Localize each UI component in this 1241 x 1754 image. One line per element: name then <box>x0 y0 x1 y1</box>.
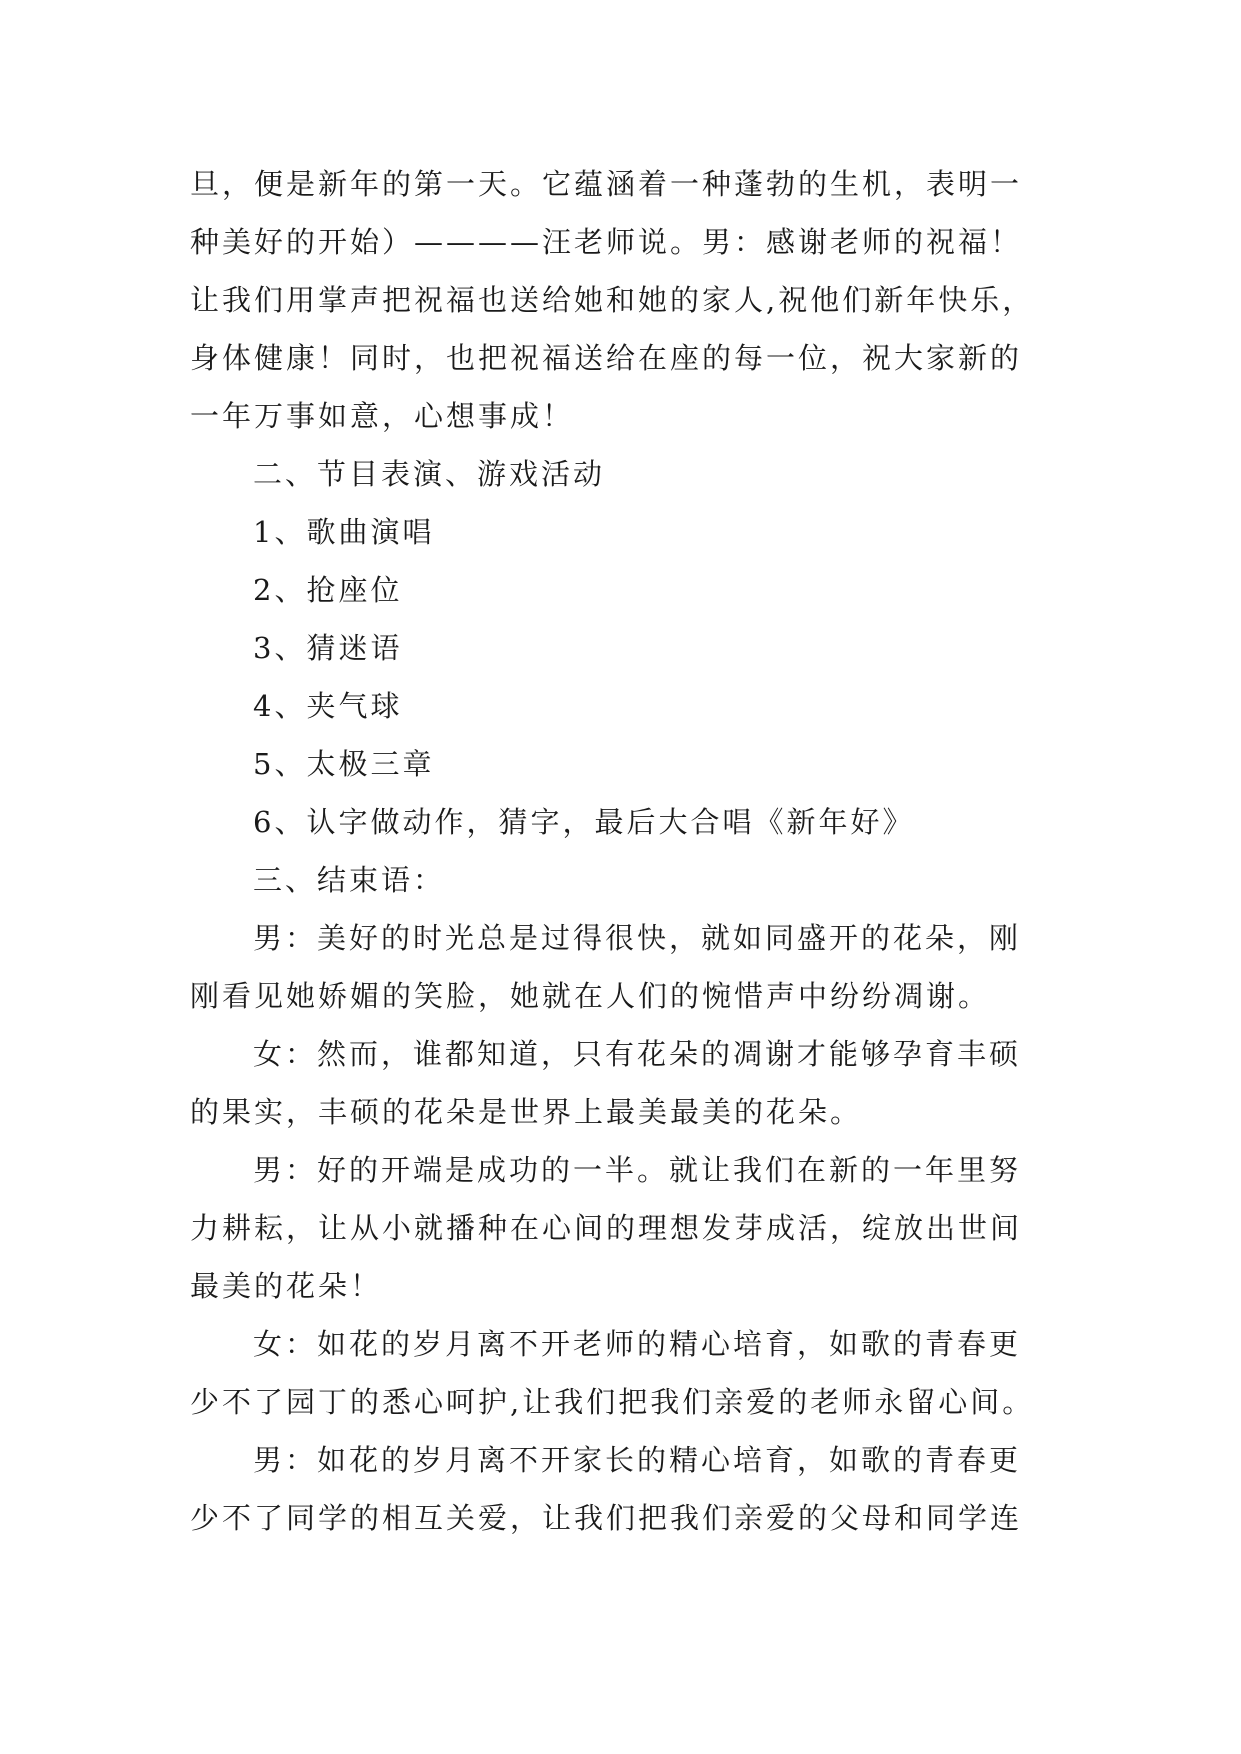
text-line: 一年万事如意，心想事成！ <box>190 399 575 433</box>
text-line: 男：美好的时光总是过得很快，就如同盛开的花朵，刚 <box>253 921 1022 955</box>
list-item: 3、猜迷语 <box>253 631 403 665</box>
text-line: 的果实，丰硕的花朵是世界上最美最美的花朵。 <box>190 1095 863 1129</box>
list-item: 1、歌曲演唱 <box>253 515 435 549</box>
text-line: 种美好的开始）————汪老师说。男：感谢老师的祝福！ <box>190 225 1023 259</box>
section-heading: 二、节目表演、游戏活动 <box>253 457 606 491</box>
text-line: 身体健康！同时，也把祝福送给在座的每一位，祝大家新的 <box>190 341 1023 375</box>
text-line: 男：好的开端是成功的一半。就让我们在新的一年里努 <box>253 1153 1022 1187</box>
text-line: 女：如花的岁月离不开老师的精心培育，如歌的青春更 <box>253 1327 1022 1361</box>
text-line: 最美的花朵！ <box>190 1269 383 1303</box>
section-heading: 三、结束语： <box>253 863 446 897</box>
text-line: 少不了园丁的悉心呵护,让我们把我们亲爱的老师永留心间。 <box>190 1385 1035 1419</box>
text-line: 女：然而，谁都知道，只有花朵的凋谢才能够孕育丰硕 <box>253 1037 1022 1071</box>
text-line: 少不了同学的相互关爱，让我们把我们亲爱的父母和同学连 <box>190 1501 1023 1535</box>
list-item: 4、夹气球 <box>253 689 403 723</box>
text-line: 刚看见她娇媚的笑脸，她就在人们的惋惜声中纷纷凋谢。 <box>190 979 991 1013</box>
list-item: 2、抢座位 <box>253 573 403 607</box>
list-item: 6、认字做动作，猜字，最后大合唱《新年好》 <box>253 805 915 839</box>
text-line: 让我们用掌声把祝福也送给她和她的家人,祝他们新年快乐， <box>190 283 1035 317</box>
text-line: 旦，便是新年的第一天。它蕴涵着一种蓬勃的生机，表明一 <box>190 167 1023 201</box>
text-line: 男：如花的岁月离不开家长的精心培育，如歌的青春更 <box>253 1443 1022 1477</box>
text-line: 力耕耘，让从小就播种在心间的理想发芽成活，绽放出世间 <box>190 1211 1023 1245</box>
list-item: 5、太极三章 <box>253 747 435 781</box>
